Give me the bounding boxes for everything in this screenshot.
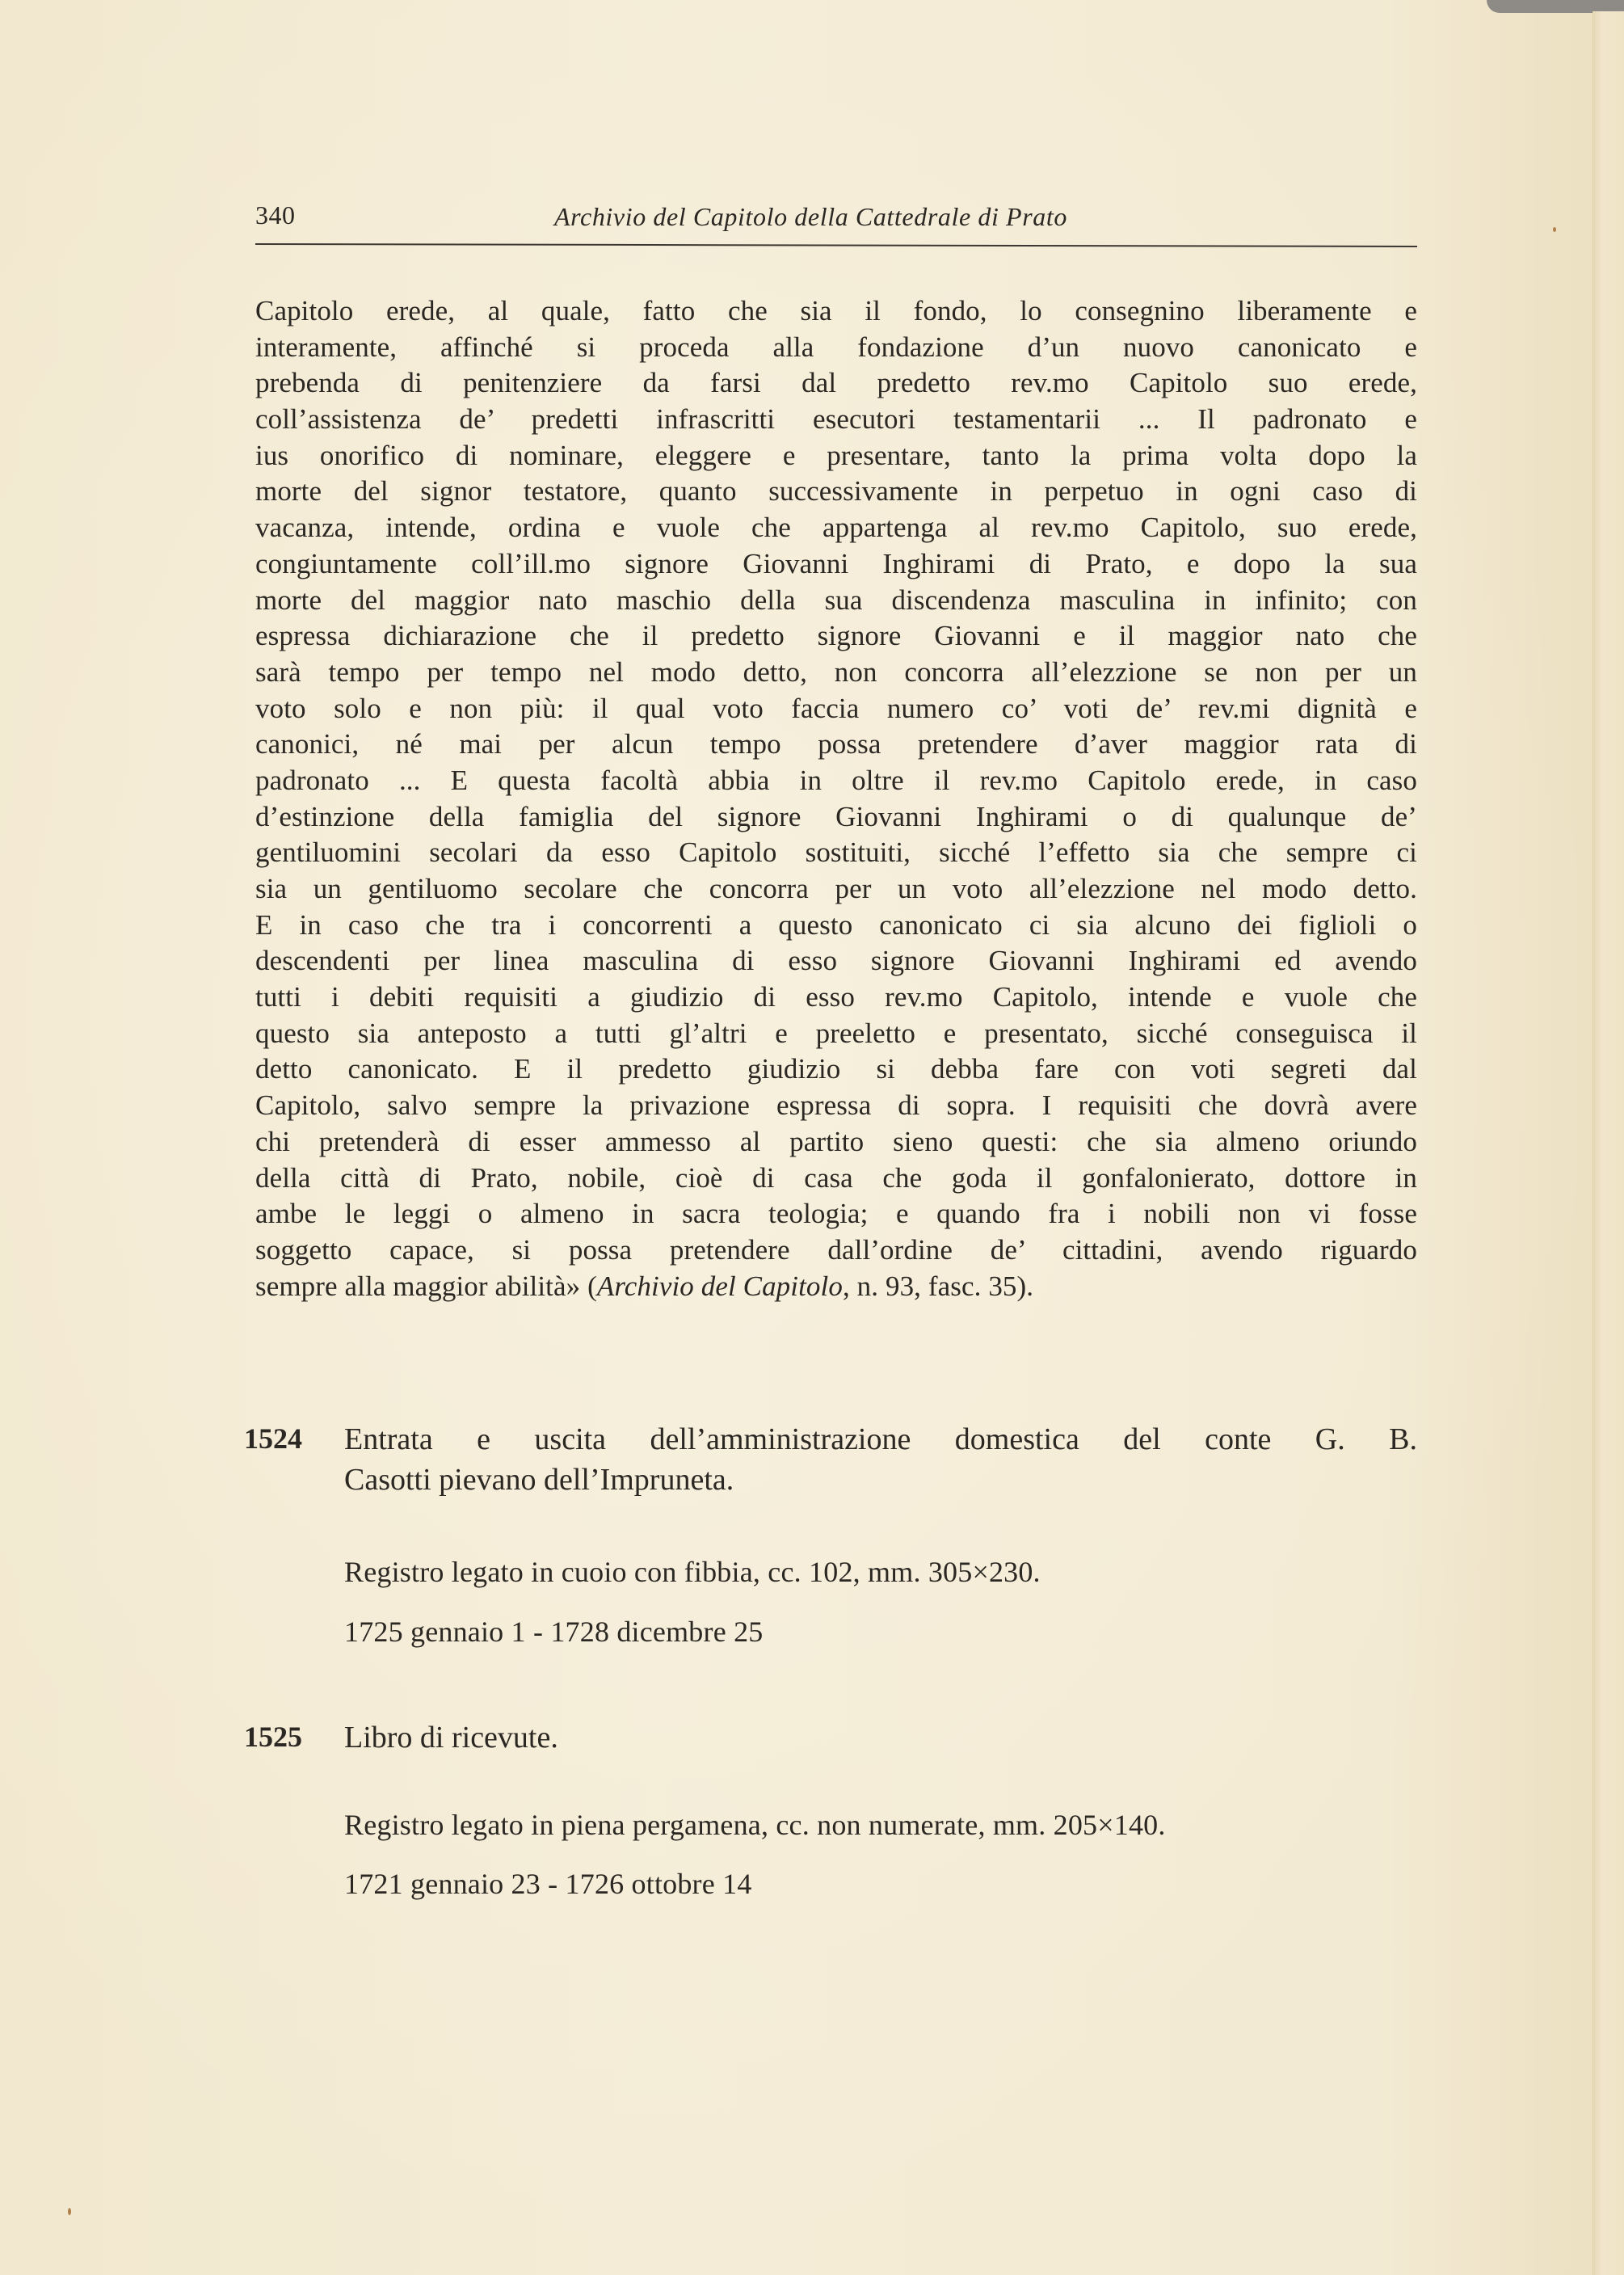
text-line: morte del signor testatore, quanto successivamente in perpetuo in ogni caso di [255, 475, 1417, 508]
citation-reference: , n. 93, fasc. 35). [842, 1270, 1034, 1302]
text-line: detto canonicato. E il predetto giudizio si debba fare con voti segreti dal [255, 1053, 1417, 1085]
text-line: voto solo e non più: il qual voto faccia numero co’ voti de’ rev.mi dignità e [255, 692, 1417, 724]
catalog-entry-1525 [244, 1717, 1417, 1911]
entry-date-range: 1721 gennaio 23 - 1726 ottobre 14 [344, 1868, 752, 1900]
text-line: chi pretenderà di esser ammesso al partito sieno questi: che sia almeno oriundo [255, 1125, 1417, 1157]
entry-physical-description: Registro legato in piena pergamena, cc. non numerate, mm. 205×140. [344, 1809, 1166, 1841]
entry-title-line: Entrata e uscita dell’amministrazione domestica del conte G. B. [344, 1422, 1417, 1456]
entry-title-line: Libro di ricevute. [344, 1721, 558, 1755]
quoted-testament-text [255, 293, 1417, 1304]
entry-title-line: Casotti pievano dell’Impruneta. [344, 1463, 734, 1497]
entry-title [344, 1717, 1417, 1758]
text-line: d’estinzione della famiglia del signore Giovanni Inghirami o di qualunque de’ [255, 800, 1417, 832]
page-number: 340 [255, 200, 296, 230]
text-line: sarà tempo per tempo nel modo detto, non concorra all’elezzione se non per un [255, 655, 1417, 688]
text-line: prebenda di penitenziere da farsi dal predetto rev.mo Capitolo suo erede, [255, 367, 1417, 399]
entry-physical-description: Registro legato in cuoio con fibbia, cc. 102, mm. 305×230. [344, 1556, 1041, 1588]
archive-citation: Archivio del Capitolo [596, 1270, 843, 1302]
text-line: questo sia anteposto a tutti gl’altri e preeletto e presentato, sicché conseguisca il [255, 1017, 1417, 1049]
entry-number: 1524 [244, 1422, 302, 1455]
text-line: soggetto capace, si possa pretendere dall’ordine de’ cittadini, avendo riguardo [255, 1233, 1417, 1266]
text-line: espressa dichiarazione che il predetto signore Giovanni e il maggior nato che [255, 620, 1417, 652]
text-line: Capitolo, salvo sempre la privazione espressa di sopra. I requisiti che dovrà avere [255, 1089, 1417, 1122]
text-line: vacanza, intende, ordina e vuole che appartenga al rev.mo Capitolo, suo erede, [255, 512, 1417, 544]
closing-quote-text: sempre alla maggior abilità» ( [255, 1270, 597, 1302]
running-title: Archivio del Capitolo della Cattedrale di Prato [554, 202, 1067, 231]
text-line: sia un gentiluomo secolare che concorra per un voto all’elezzione nel modo detto. [255, 873, 1417, 904]
page-edge-fore-edge [1592, 11, 1624, 2275]
running-header [255, 199, 1417, 231]
text-line-last [255, 1269, 1417, 1305]
text-line: Capitolo erede, al quale, fatto che sia il fondo, lo consegnino liberamente e [255, 295, 1417, 327]
text-line: interamente, affinché si proceda alla fondazione d’un nuovo canonicato e [255, 331, 1417, 363]
header-rule [255, 243, 1417, 247]
text-line: morte del maggior nato maschio della sua discendenza masculina in infinito; con [255, 583, 1417, 616]
entry-number: 1525 [244, 1721, 302, 1753]
entry-title [344, 1419, 1417, 1500]
paper-speck [68, 2208, 71, 2215]
text-line: canonici, né mai per alcun tempo possa pretendere d’aver maggior rata di [255, 728, 1417, 760]
text-line: E in caso che tra i concorrenti a questo canonicato ci sia alcuno dei figlioli o [255, 908, 1417, 941]
text-line: della città di Prato, nobile, cioè di casa che goda il gonfalonierato, dottore in [255, 1161, 1417, 1194]
text-line: tutti i debiti requisiti a giudizio di esso rev.mo Capitolo, intende e vuole che [255, 981, 1417, 1013]
text-line: ambe le leggi o almeno in sacra teologia; e quando fra i nobili non vi fosse [255, 1198, 1417, 1230]
catalog-entry-1524 [244, 1419, 1417, 1662]
text-line: coll’assistenza de’ predetti infrascritti esecutori testamentarii ... Il padronato e [255, 403, 1417, 436]
text-line: ius onorifico di nominare, eleggere e presentare, tanto la prima volta dopo la [255, 439, 1417, 471]
text-line: gentiluomini secolari da esso Capitolo sostituiti, sicché l’effetto sia che sempre ci [255, 836, 1417, 869]
text-line: descendenti per linea masculina di esso signore Giovanni Inghirami ed avendo [255, 945, 1417, 977]
paper-speck [1553, 227, 1556, 232]
entry-date-range: 1725 gennaio 1 - 1728 dicembre 25 [344, 1616, 764, 1648]
text-line: padronato ... E questa facoltà abbia in oltre il rev.mo Capitolo erede, in caso [255, 764, 1417, 796]
text-line: congiuntamente coll’ill.mo signore Giovanni Inghirami di Prato, e dopo la sua [255, 547, 1417, 579]
